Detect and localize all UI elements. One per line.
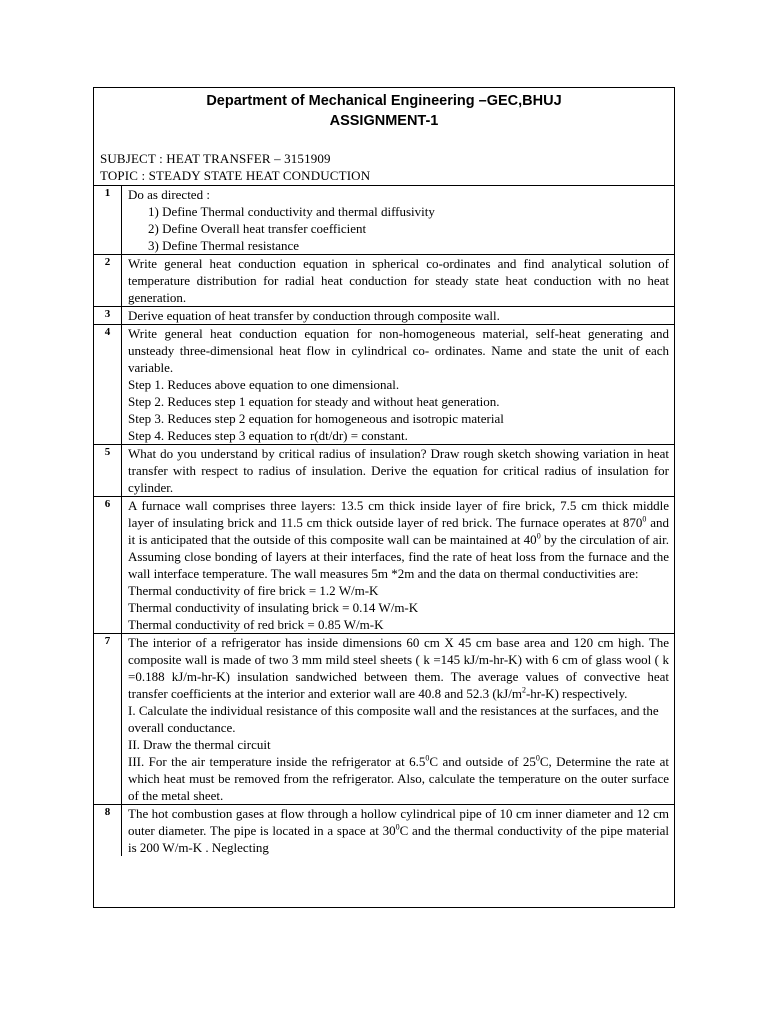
question-text <box>122 325 674 444</box>
list-item: 3) Define Thermal resistance <box>148 238 299 253</box>
data-line: Thermal conductivity of red brick = 0.85 W/m-K <box>128 617 384 632</box>
question-text <box>122 497 674 633</box>
question-number: 3 <box>94 307 122 324</box>
question-row-5 <box>94 445 674 497</box>
degree-superscript: 0 <box>535 753 540 763</box>
assignment-title: ASSIGNMENT-1 <box>329 113 439 129</box>
text-segment: -hr-K) respectively. <box>525 686 628 701</box>
degree-superscript: 0 <box>642 514 647 524</box>
question-row-1 <box>94 186 674 255</box>
question-body: What do you understand by critical radius of insulation? Draw rough sketch showing variation in heat transfer with respect to radius of insulation. Derive the equation for critical radius of insulation for cylinder. <box>128 446 669 495</box>
header <box>94 88 674 186</box>
text-segment: C, Determine the rate at which heat must be removed from the refrigerator. Also, calculate the temperature on the outer surface of the metal sheet. <box>128 754 669 803</box>
question-row-3 <box>94 307 674 325</box>
question-number: 6 <box>94 497 122 633</box>
text-segment: and it is anticipated that the outside of this composite wall can be maintained at 40 <box>128 515 669 547</box>
question-body: Write general heat conduction equation in spherical co-ordinates and find analytical solution of temperature distribution for radial heat conduction for steady state heat conduction with no heat generation. <box>128 256 669 305</box>
question-text <box>122 805 674 856</box>
step-line: Step 1. Reduces above equation to one dimensional. <box>128 377 400 392</box>
assignment-sheet <box>93 87 675 908</box>
question-row-4 <box>94 325 674 445</box>
question-number: 1 <box>94 186 122 254</box>
question-text <box>122 307 674 324</box>
text-segment: The hot combustion gases at flow through a hollow cylindrical pipe of 10 cm inner diameter and 12 cm outer diameter. The pipe is located in a space at 30 <box>128 806 669 838</box>
sub-question: I. Calculate the individual resistance of this composite wall and the resistances at the surfaces, and the overall conductance. <box>128 703 659 735</box>
degree-superscript: 0 <box>395 822 400 832</box>
question-number: 5 <box>94 445 122 496</box>
subject-line: SUBJECT : HEAT TRANSFER – 3151909 <box>100 151 331 166</box>
question-body: Write general heat conduction equation for non-homogeneous material, self-heat generating and unsteady three-dimensional heat flow in cylindrical co- ordinates. Name and state the unit of each variable. <box>128 326 669 375</box>
question-row-2 <box>94 255 674 307</box>
question-text <box>122 634 674 804</box>
step-line: Step 3. Reduces step 2 equation for homogeneous and isotropic material <box>128 411 504 426</box>
exponent-superscript: 2 <box>521 685 526 695</box>
text-segment: A furnace wall comprises three layers: 13.5 cm thick inside layer of fire brick, 7.5 cm thick middle layer of insulating brick and 11.5 cm thick outside layer of red brick. The furnace operates at 870 <box>128 498 669 530</box>
text-segment: C and the thermal conductivity of the pipe material is 200 W/m-K . Neglecting <box>128 823 669 855</box>
sub-question <box>128 753 669 804</box>
text-segment: by the circulation of air. Assuming close bonding of layers at their interfaces, find the rate of heat loss from the furnace and the wall interface temperature. The wall measures 5m *2m and the data on thermal conductivities are: <box>128 532 669 581</box>
question-intro: Do as directed : <box>128 187 210 202</box>
question-text <box>122 445 674 496</box>
data-line: Thermal conductivity of fire brick = 1.2 W/m-K <box>128 583 379 598</box>
question-number: 8 <box>94 805 122 856</box>
question-row-8 <box>94 805 674 856</box>
text-segment: III. For the air temperature inside the refrigerator at 6.5 <box>128 754 426 769</box>
list-item: 2) Define Overall heat transfer coefficient <box>148 221 367 236</box>
degree-superscript: 0 <box>425 753 430 763</box>
step-line: Step 4. Reduces step 3 equation to r(dt/dr) = constant. <box>128 428 408 443</box>
text-segment: C and outside of 25 <box>429 754 536 769</box>
question-body <box>128 497 669 582</box>
degree-superscript: 0 <box>536 531 541 541</box>
question-body: Derive equation of heat transfer by conduction through composite wall. <box>128 308 500 323</box>
sub-question: II. Draw the thermal circuit <box>128 737 271 752</box>
question-body <box>128 805 669 856</box>
department-title: Department of Mechanical Engineering –GEC,BHUJ <box>206 93 562 109</box>
question-body <box>128 634 669 702</box>
question-text <box>122 186 674 254</box>
question-row-7 <box>94 634 674 805</box>
question-number: 4 <box>94 325 122 444</box>
topic-line: TOPIC : STEADY STATE HEAT CONDUCTION <box>100 168 371 183</box>
text-segment: The interior of a refrigerator has inside dimensions 60 cm X 45 cm base area and 120 cm high. The composite wall is made of two 3 mm mild steel sheets ( k =145 kJ/m-hr-K) with 6 cm of glass wool ( k =0.188 kJ/m-hr-K) insulation sandwiched between them. The average values of convective heat transfer coefficients at the interior and exterior wall are 40.8 and 52.3 (kJ/m <box>128 635 669 701</box>
question-number: 7 <box>94 634 122 804</box>
data-line: Thermal conductivity of insulating brick = 0.14 W/m-K <box>128 600 419 615</box>
list-item: 1) Define Thermal conductivity and thermal diffusivity <box>148 204 435 219</box>
question-text <box>122 255 674 306</box>
question-number: 2 <box>94 255 122 306</box>
question-row-6 <box>94 497 674 634</box>
step-line: Step 2. Reduces step 1 equation for steady and without heat generation. <box>128 394 500 409</box>
